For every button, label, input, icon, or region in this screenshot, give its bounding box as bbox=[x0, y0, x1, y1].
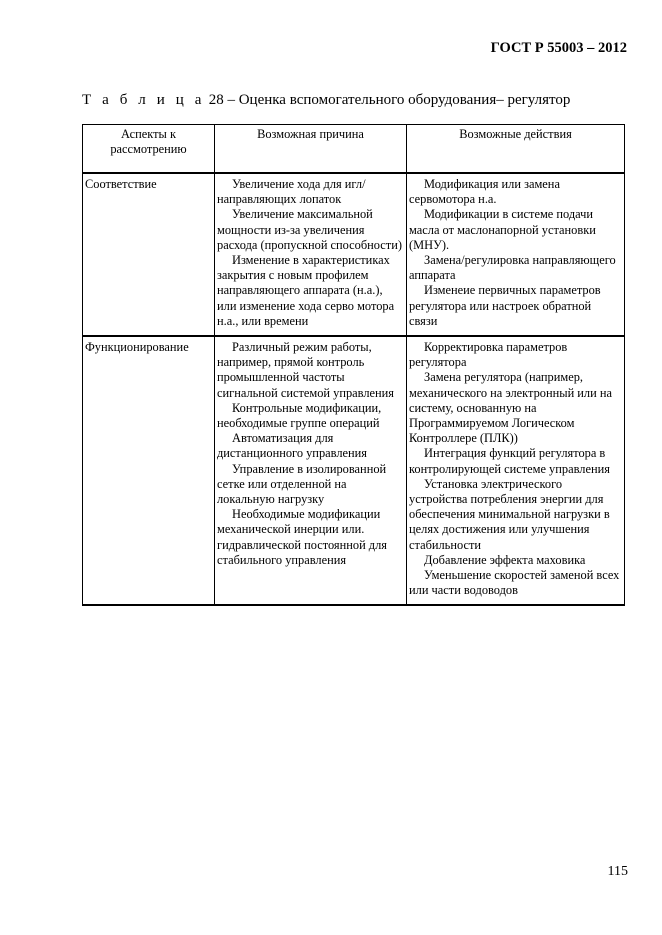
cause-item: Необходимые модификации механической инерции или. гидравлической постоянной для стабильного управления bbox=[217, 507, 387, 567]
action-item: Замена регулятора (например, механического на электронный или на систему, основанную на Программируемом Логическом Контроллере (ПЛК)) bbox=[409, 370, 612, 446]
cause-item: Изменение в характеристиках закрытия с новым профилем направляющего аппарата (н.а.), или изменение хода серво мотора н.а., или времени bbox=[217, 253, 395, 328]
table-caption-text: 28 – Оценка вспомогательного оборудования– регулятор bbox=[208, 92, 571, 108]
action-item: Корректировка параметров регулятора bbox=[409, 340, 568, 370]
aspect-cell: Функционирование bbox=[83, 336, 215, 605]
action-item: Изменеие первичных параметров регулятора или настроек обратной связи bbox=[409, 283, 601, 328]
cause-cell bbox=[215, 173, 407, 336]
cause-cell bbox=[215, 336, 407, 605]
action-item: Модификация или замена сервомотора н.а. bbox=[409, 177, 560, 207]
assessment-table bbox=[82, 124, 625, 606]
cause-item: Увеличение максимальной мощности из-за увеличения расхода (пропускной способности) bbox=[217, 207, 402, 252]
column-header-cause: Возможная причина bbox=[215, 125, 407, 174]
cause-item: Увеличение хода для игл/направляющих лопаток bbox=[217, 177, 366, 207]
column-header-actions: Возможные действия bbox=[407, 125, 625, 174]
aspect-cell: Соответствие bbox=[83, 173, 215, 336]
table-caption bbox=[82, 92, 570, 109]
table-caption-label: Т а б л и ц а bbox=[82, 92, 205, 108]
cause-item: Автоматизация для дистанционного управления bbox=[217, 431, 367, 461]
action-item: Интеграция функций регулятора в контролирующей системе управления bbox=[409, 446, 610, 476]
column-header-aspect: Аспекты к рассмотрению bbox=[83, 125, 215, 174]
action-item: Добавление эффекта маховика bbox=[424, 552, 586, 567]
cause-item: Контрольные модификации, необходимые группе операций bbox=[217, 400, 382, 431]
cause-item: Различный режим работы, например, прямой контроль промышленной частоты сигнальной системой управления bbox=[217, 340, 395, 400]
actions-cell bbox=[407, 336, 625, 605]
action-item: Установка электрического устройства потребления энергии для обеспечения минимальной нагрузки в целях достижения или улучшения стабильности bbox=[409, 476, 610, 552]
cause-item: Управление в изолированной сетке или отделенной на локальную нагрузку bbox=[217, 461, 387, 507]
table-row bbox=[83, 173, 625, 336]
standard-header: ГОСТ Р 55003 – 2012 bbox=[490, 40, 627, 56]
actions-cell bbox=[407, 173, 625, 336]
action-item: Уменьшение скоростей заменой всех или части водоводов bbox=[409, 568, 620, 598]
table-row bbox=[83, 336, 625, 605]
table-header-row bbox=[83, 125, 625, 174]
page-number: 115 bbox=[607, 864, 628, 879]
action-item: Замена/регулировка направляющего аппарата bbox=[409, 253, 616, 283]
action-item: Модификации в системе подачи масла от маслонапорной установки (МНУ). bbox=[409, 207, 596, 252]
